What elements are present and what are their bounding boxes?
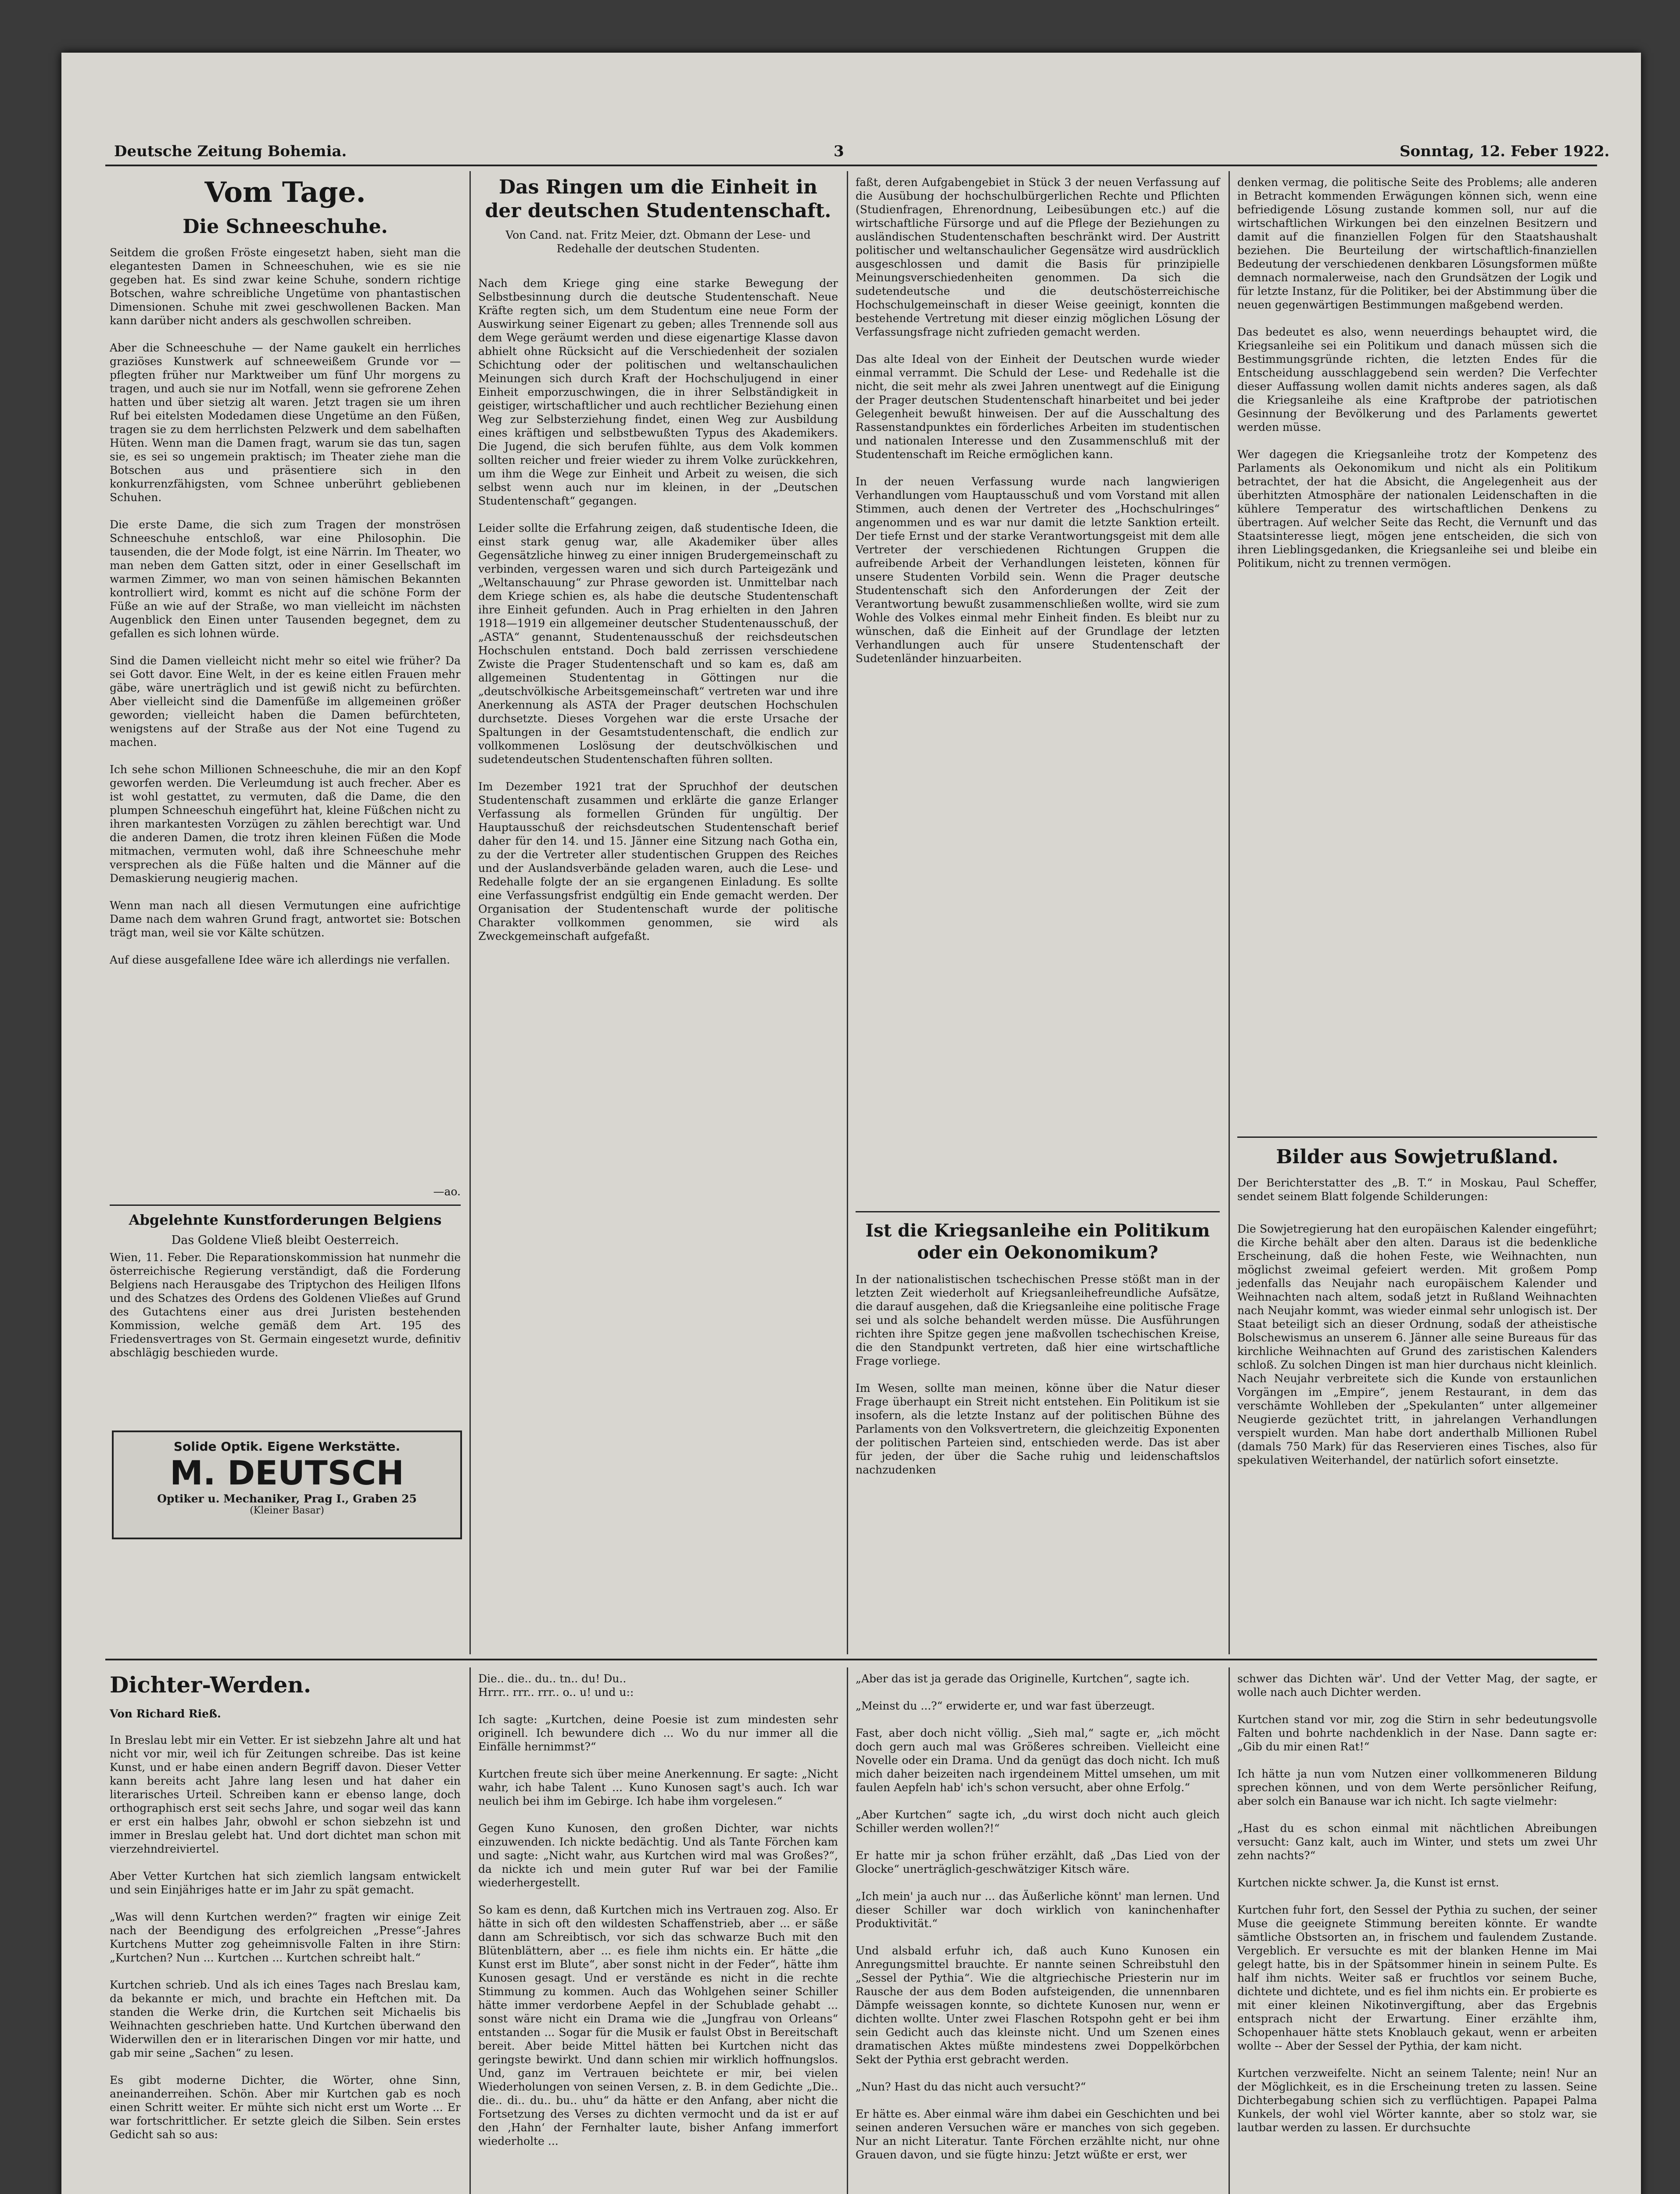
newspaper-page <box>61 53 1641 2194</box>
feuilleton-title: Dichter-Werden. <box>110 1672 312 1698</box>
feuilleton-body: schwer das Dichten wär'. Und der Vetter Mag, der sagte, er wolle nach auch Dichter werden. Kurtchen stand vor mir, zog die Stirn in sehr bedeutungsvolle Falten und bohrte nachdenklich in der Nase. Dann sagte er: „Gib du mir einen Rat!“ Ich hätte ja nun vom Nutzen einer vollkommeneren Bildung sprechen können, und von dem Werte persönlicher Reifung, aber solch ein Banause war ich nicht. Ich sagte vielmehr: „Hast du es schon einmal mit nächtlichen Abreibungen versucht: Ganz kalt, auch im Winter, und stets um zwei Uhr zehn nachts?“ Kurtchen nickte schwer. Ja, die Kunst ist ernst. Kurtchen fuhr fort, den Sessel der Pythia zu suchen, der seiner Muse die geeignete Stimmung bereiten könnte. Er wandte sämtliche Obstsorten an, in frischem und faulendem Zustande. Vergeblich. Er versuchte es mit der blanken Henne im Mai gelegt hatte, bis in der Spätsommer hinein in seinem Pulte. Es half ihm nichts. Weiter saß er fruchtlos vor seinem Buche, dichtete und dichtete, und es fiel ihm nichts ein. Er probierte es mit einer kleinen Nikotinvergiftung, aber das Ergebnis entsprach nicht der Erwartung. Einer erzählte ihm, Schopenhauer hätte stets Knoblauch gekaut, wenn er arbeiten wollte -- Aber der Sessel der Pythia, der kam nicht. Kurtchen verzweifelte. Nicht an seinem Talente; nein! Nur an der Möglichkeit, es in die Erscheinung treten zu lassen. Seine Dichterbegabung schien sich zu verflüchtigen. Papapei Palma Kunkels, der wohl viel Wörter kannte, aber so stolz war, sie lautbar werden zu lassen. Er durchsuchte <box>1237 1672 1597 2134</box>
article-body: faßt, deren Aufgabengebiet in Stück 3 der neuen Verfassung auf die Ausübung der hochschulbürgerlichen Rechte und Pflichten (Studienfragen, Ehrenordnung, Leibesübungen etc.) auf die wirtschaftliche Fürsorge und auf die Pflege der Beziehungen zu ausländischen Studentenschaften beschränkt wird. Der Austritt politischer und weltanschaulicher Gegensätze wird ausdrücklich ausgeschlossen und damit die Basis für prinzipielle Meinungsverschiedenheiten genommen. Da sich die sudetendeutsche und die deutschösterreichische Hochschulgemeinschaft in dieser Weise geeinigt, konnten die bestehende Vertretung mit dieser einzig möglichen Lösung der Verfassungsfrage nicht zufrieden gemacht werden. Das alte Ideal von der Einheit der Deutschen wurde wieder einmal verrammt. Die Schuld der Lese- und Redehalle ist die nicht, die seit mehr als zwei Jahren unentwegt auf die Einigung der Prager deutschen Studentenschaft hinarbeitet und bei jeder Gelegenheit bewußt hinweisen. Der auf die Ausschaltung des Rassenstandpunktes ein förderliches Arbeiten im studentischen und nationalen Interesse und den Zusammenschluß mit der Studentenschaft im Reiche ermöglichen kann. In der neuen Verfassung wurde nach langwierigen Verhandlungen vom Hauptausschuß und vom Vorstand mit allen Stimmen, auch denen der Vertreter des „Hochschulringes“ angenommen und es war nur damit die letzte Sanktion erteilt. Der tiefe Ernst und der starke Verantwortungsgeist mit dem alle Vertreter der verschiedenen Richtungen Gruppen die aufreibende Arbeit der Verhandlungen leisteten, können für unsere Studenten Vorbild sein. Wenn die Prager deutsche Studentenschaft sich den Anforderungen der Zeit der Verantwortung bewußt zusammenschließen wollte, wird sie zum Wohle des Volkes einmal mehr Einheit finden. Es bleibt nur zu wünschen, daß die Einheit auf der Grundlage der letzten Verhandlungen auch für unsere Studentenschaft der Sudetenländer hinzuarbeiten. <box>856 176 1220 665</box>
masthead-name: Deutsche Zeitung Bohemia. <box>114 143 347 160</box>
article-body: denken vermag, die politische Seite des Problems; alle anderen in Betracht kommenden Erwägungen können sich, wenn eine befriedigende Lösung zustande kommen soll, nur auf die wirtschaftlichen Wirkungen bei den einzelnen Besitzern und damit auf die finanziellen Folgen für den Staatshaushalt beziehen. Die Beurteilung der wirtschaftlich-finanziellen Bedeutung der verschiedenen denkbaren Lösungsformen müßte demnach normalerweise, nach den Grundsätzen der Logik und für letzte Instanz, für die Politiker, bei der Abstimmung über die neuen gegenwärtigen Bestimmungen maßgebend werden. Das bedeutet es also, wenn neuerdings behauptet wird, die Kriegsanleihe sei ein Politikum und danach müssen sich die Bestimmungsgründe richten, die letzten Endes für die Entscheidung ausschlaggebend sein werden? Die Verfechter dieser Auffassung wollen damit nichts anderes sagen, als daß die Kriegsanleihe als eine Kraftprobe der patriotischen Gesinnung der Bevölkerung und des Parlaments gewertet werden müsse. Wer dagegen die Kriegsanleihe trotz der Kompetenz des Parlaments als Oekonomikum und nicht als ein Politikum betrachtet, der hat die Absicht, die Angelegenheit aus der überhitzten Atmosphäre der nationalen Leidenschaften in die kühlere Temperatur des wirtschaftlichen Denkens zu übertragen. Auf welcher Seite das Recht, die Vernunft und das Staatsinteresse liegt, mögen jene entscheiden, die sich von ihren Lieblingsgedanken, die Kriegsanleihe sei und bleibe ein Politikum, nicht zu trennen vermögen. <box>1237 176 1597 570</box>
column-rule <box>847 1667 848 2194</box>
column-rule <box>847 171 848 1654</box>
feuilleton-body: In Breslau lebt mir ein Vetter. Er ist siebzehn Jahre alt und hat nicht vor mir, weil ich für Zeitungen schreibe. Das ist keine Kunst, und er habe einen andern Begriff davon. Dieser Vetter kann bereits acht Jahre lang lesen und hat daher ein literarisches Urteil. Schreiben kann er ebenso lange, doch orthographisch erst seit sechs Jahre, und sogar weil das kann er erst ein halbes Jahr, obwohl er schon siebzehn ist und immer in Breslau gelebt hat. Und dort dichtet man schon mit vierzehndreiviertel. Aber Vetter Kurtchen hat sich ziemlich langsam entwickelt und sein Einjähriges hatte er im Jahr zu spät gemacht. „Was will denn Kurtchen werden?“ fragten wir einige Zeit nach der Beendigung des erfolgreichen „Presse“-Jahres Kurtchens Mutter zog geheimnisvolle Falten in ihre Stirn: „Kurtchen? Nun ... Kurtchen ... Kurtchen schreibt halt.“ Kurtchen schrieb. Und als ich eines Tages nach Breslau kam, da bekannte er mich, und brachte ein Heftchen mit. Da standen die Werke drin, die Kurtchen seit Michaelis bis Weihnachten geschrieben hatte. Und Kurtchen überwand den Widerwillen den er in literarischen Dingen vor mir hatte, und gab mir seine „Sachen“ zu lesen. Es gibt moderne Dichter, die Wörter, ohne Sinn, aneinanderreihen. Schön. Aber mir Kurtchen gab es noch einen Schritt weiter. Er mühte sich nicht erst um Worte ... Er war fortschrittlicher. Er setzte gleich die Silben. Sein erstes Gedicht sah so aus: <box>110 1734 461 2141</box>
article-headline: Abgelehnte Kunstforderungen Belgiens <box>129 1212 442 1228</box>
ad-tagline: Solide Optik. Eigene Werkstätte. <box>173 1439 401 1454</box>
feuilleton-body: Die.. die.. du.. tn.. du! Du.. Hrrr.. rrr.. rrr.. o.. u! und u:: Ich sagte: „Kurtchen, deine Poesie ist zum mindesten sehr originell. Ich bewundere dich ... Wo du nur immer all die Einfälle hernimmst?“ Kurtchen freute sich über meine Anerkennung. Er sagte: „Nicht wahr, ich habe Talent ... Kuno Kunosen sagt's auch. Ich war neulich bei ihm im Gebirge. Ich habe ihm vorgelesen.“ Gegen Kuno Kunosen, den großen Dichter, war nichts einzuwenden. Ich nickte bedächtig. Und als Tante Förchen kam und sagte: „Nicht wahr, aus Kurtchen wird mal was Großes?“, da nickte ich und mein guter Ruf war bei der Familie wiederhergestellt. So kam es denn, daß Kurtchen mich ins Vertrauen zog. Also. Er hätte in sich oft den wildesten Schaffenstrieb, aber ... er säße dann am Schreibtisch, vor sich das schwarze Buch mit den Blütenblättern, aber ... es fiele ihm nichts ein. Er hätte „die Kunst erst im Blute“, aber sonst nicht in der Feder“, hätte ihm Kunosen gesagt. Und er verstände es nicht in die rechte Stimmung zu kommen. Auch das Wohlgehen seiner Schiller hätte immer verdorbene Aepfel in der Schublade gehabt ... sonst wäre nicht ein Drama wie die „Jungfrau von Orleans“ entstanden ... Sogar für die Musik er faulst Obst in Bereitschaft bereit. Aber beide Mittel hätten bei Kurtchen nicht das geringste bewirkt. Und dann schien mir wirklich hoffnungslos. Und, ganz im Vertrauen beichtete er mir, bei vielen Wiederholungen von seinen Versen, z. B. in dem Gedichte „Die.. die.. di.. du.. bu.. uhu“ da hätte er den Anfang, aber nicht die Fortsetzung des Verses zu dichten vermocht und da ist er auf den ‚Hahn‘ der Fernhalter laute, bisher Anfang immerfort wiederholte ... <box>478 1672 838 2147</box>
column-title: Vom Tage. <box>204 176 366 209</box>
feuilleton-byline: Von Richard Rieß. <box>110 1707 221 1720</box>
issue-date: Sonntag, 12. Feber 1922. <box>1400 143 1610 160</box>
ad-address: Optiker u. Mechaniker, Prag I., Graben 25 <box>157 1492 417 1505</box>
column-rule <box>1229 1667 1230 2194</box>
article-signature: —ao. <box>433 1185 461 1198</box>
article-subheadline: Das Goldene Vließ bleibt Oesterreich. <box>171 1233 399 1247</box>
article-rule <box>856 1211 1220 1212</box>
article-headline: Die Schneeschuhe. <box>183 215 388 238</box>
article-byline: Von Cand. nat. Fritz Meier, dzt. Obmann der Lese- und Redehalle der deutschen Studenten. <box>505 229 814 255</box>
article-rule <box>110 1205 461 1206</box>
ad-note: (Kleiner Basar) <box>250 1505 324 1516</box>
header-rule <box>105 165 1597 166</box>
column-rule <box>469 171 471 1654</box>
column-rule <box>469 1667 471 2194</box>
advertisement <box>112 1430 462 1539</box>
feuilleton-body: „Aber das ist ja gerade das Originelle, Kurtchen“, sagte ich. „Meinst du ...?“ erwiderte er, und war fast überzeugt. Fast, aber doch nicht völlig. „Sieh mal,“ sagte er, „ich möcht doch gern auch mal was Größeres schreiben. Vielleicht eine Novelle oder ein Drama. Und da genügt das doch nicht. Ich muß mich daher beizeiten nach irgendeinem Mittel umsehen, um mit faulen Aepfeln hab' ich's schon versucht, aber ohne Erfolg.“ „Aber Kurtchen“ sagte ich, „du wirst doch nicht auch gleich Schiller werden wollen?!“ Er hatte mir ja schon früher erzählt, daß „Das Lied von der Glocke“ unerträglich-geschwätziger Kitsch wäre. „Ich mein' ja auch nur ... das Äußerliche könnt' man lernen. Und dieser Schiller war doch wirklich von kaninchenhafter Produktivität.“ Und alsbald erfuhr ich, daß auch Kuno Kunosen ein Anregungsmittel brauchte. Er nannte seinen Schreibstuhl den „Sessel der Pythia“. Wie die altgriechische Priesterin nur im Rausche der aus dem Boden aufsteigenden, die unnennbaren Dämpfe weissagen konnte, so dichtete Kunosen nur, wenn er dichten wollte. Unter zwei Flaschen Rotspohn geht er bei ihm sein Gedicht auch das kleinste nicht. Und um Szenen eines dramatischen Aktes müßte mindestens zwei Doppelkörbchen Sekt der Pythia erst gebracht werden. „Nun? Hast du das nicht auch versucht?“ Er hätte es. Aber einmal wäre ihm dabei ein Geschichten und bei seinen anderen Versuchen wäre er manches von sich gegeben. Nur an nicht Literatur. Tante Förchen erzählte nicht, nur ohne Grauen davon, und sie fügte hinzu: Jetzt wüßte er erst, wer <box>856 1672 1220 2161</box>
article-headline: Das Ringen um die Einheit in der deutschen Studentenschaft. <box>485 176 831 222</box>
article-body: Nach dem Kriege ging eine starke Bewegung der Selbstbesinnung durch die deutsche Studentenschaft. Neue Kräfte regten sich, um dem Studentum eine neue Form der Auswirkung seiner Eigenart zu geben; alles Trennende soll aus dem Wege geräumt werden und diese eigenartige Klasse davon abhielt ohne Rücksicht auf die Verschiedenheit der sozialen Schichtung oder der politischen und weltanschaulichen Meinungen sich durch Kraft der Hochschuljugend in einer Einheit emporzuschwingen, die in ihrer Selbständigkeit in geistiger, wirtschaftlicher und auch rechtlicher Beziehung einen Weg zur Selbsterziehung findet, einen Weg zur Ausbildung eines kräftigen und selbstbewußten Typus des Akademikers. Die Jugend, die sich berufen fühlte, aus dem Volk kommen sollten reicher und freier wieder zu ihrem Volke zurückkehren, um ihm die Wege zur Einheit und Arbeit zu weisen, die sich selbst wenn auch nur im kleinen, in der „Deutschen Studentenschaft“ gegangen. Leider sollte die Erfahrung zeigen, daß studentische Ideen, die einst stark genug war, alle Akademiker über alles Gegensätzliche hinweg zu einer innigen Brudergemeinschaft zu verbinden, vergessen waren und sich durch Parteigezänk und „Weltanschauung“ zur Phrase geworden ist. Unmittelbar nach dem Kriege schien es, als habe die deutsche Studentenschaft ihre Einheit gefunden. Auch in Prag erhielten in den Jahren 1918—1919 ein allgemeiner deutscher Studentenausschuß, der „ASTA“ genannt, Studentenausschuß der reichsdeutschen Hochschulen entstand. Doch bald zerrissen verschiedene Zwiste die Prager Studentenschaft und so kam es, daß am allgemeinen Studententag in Göttingen nur die „deutschvölkische Arbeitsgemeinschaft“ vertreten war und ihre Anerkennung als ASTA der Prager deutschen Hochschulen durchsetzte. Dieses Vorgehen war die erste Ursache der Spaltungen in der Gesamtstudentenschaft, die endlich zur vollkommenen Loslösung der deutschvölkischen und sudetendeutschen Studentenschaften führen sollten. Im Dezember 1921 trat der Spruchhof der deutschen Studentenschaft zusammen und erklärte die ganze Erlanger Verfassung als formellen Gründen für ungültig. Der Hauptausschuß der reichsdeutschen Studentenschaft berief daher für den 14. und 15. Jänner eine Sitzung nach Gotha ein, zu der die Vertreter aller studentischen Gruppen des Reiches und der Auslandsverbände geladen waren, auch die Lese- und Redehalle folgte der an sie ergangenen Einladung. Es sollte eine Verfassungsfrist endgültig ein Ende gemacht werden. Der Organisation der Studentenschaft wurde der politische Charakter vollkommen genommen, sie wird als Zweckgemeinschaft aufgefaßt. <box>478 277 838 943</box>
article-body: Seitdem die großen Fröste eingesetzt haben, sieht man die elegantesten Damen in Schneeschuhen, wie es sie nie gegeben hat. Es sind zwar keine Schuhe, sondern richtige Botschen, wahre schreibliche Ungetüme von phantastischen Dimensionen. Schuhe mit zwei geschwollenen Backen. Man kann darüber nicht anders als geschwollen schreiben. Aber die Schneeschuhe — der Name gaukelt ein herrliches graziöses Kunstwerk auf schneeweißem Grunde vor — pflegten früher nur Marktweiber um fünf Uhr morgens zu tragen, und auch sie nur im Notfall, wenn sie gefrorene Zehen hatten und über sietzig alt waren. Jetzt tragen sie um ihren Ruf bei eitelsten Modedamen diese Ungetüme an den Füßen, tragen sie zu dem herrlichsten Pelzwerk und dem sabelhaften Hüten. Wenn man die Damen fragt, warum sie das tun, sagen sie, es sei so ungemein praktisch; im Theater ziehe man die Botschen aus und präsentiere sich in den konkurrenzfähigsten, vom Schnee unberührt gebliebenen Schuhen. Die erste Dame, die sich zum Tragen der monströsen Schneeschuhe entschloß, war eine Philosophin. Die tausenden, die der Mode folgt, ist eine Närrin. Im Theater, wo man neben dem Gatten sitzt, oder in einer Gesellschaft im warmen Zimmer, wo man von seinen hämischen Bekannten kontrolliert wird, kommt es nicht auf die schöne Form der Füße an wie auf der Straße, wo man vielleicht im nächsten Augenblick den Einen unter Tausenden begegnet, dem zu gefallen es sich lohnen würde. Sind die Damen vielleicht nicht mehr so eitel wie früher? Da sei Gott davor. Eine Welt, in der es keine eitlen Frauen mehr gäbe, wäre unerträglich und ist gewiß nicht zu befürchten. Aber vielleicht sind die Damenfüße im allgemeinen größer geworden; vielleicht haben die Damen befürchteten, wenigstens auf der Straße aus der Not eine Tugend zu machen. Ich sehe schon Millionen Schneeschuhe, die mir an den Kopf geworfen werden. Die Verleumdung ist auch frecher. Aber es ist wohl gestattet, zu vermuten, daß die Dame, die den plumpen Schneeschuh eingeführt hat, kleine Füßchen nicht zu ihren markantesten Vorzügen zu zählen berechtigt war. Und die anderen Damen, die trotz ihren kleinen Füßen die Mode mitmachen, vermuten wohl, daß ihre Schneeschuhe mehr versprechen als die Füße halten und die Männer auf die Demaskierung neugierig machen. Wenn man nach all diesen Vermutungen eine aufrichtige Dame nach dem wahren Grund fragt, antwortet sie: Botschen trägt man, weil sie vor Kälte schützen. Auf diese ausgefallene Idee wäre ich allerdings nie verfallen. <box>110 246 461 966</box>
ad-company-name: M. DEUTSCH <box>170 1453 404 1492</box>
article-body: Wien, 11. Feber. Die Reparationskommission hat nunmehr die österreichische Regierung verständigt, daß die Forderung Belgiens nach Herausgabe des Triptychon des Heiligen Ilfons und des Schatzes des Ordens des Goldenen Vließes auf Grund des Gutachtens einer aus drei Juristen bestehenden Kommission, welche gemäß dem Art. 195 des Friedensvertrages von St. Germain eingesetzt wurde, definitiv abschlägig beschieden wurde. <box>110 1251 464 1359</box>
article-body: In der nationalistischen tschechischen Presse stößt man in der letzten Zeit wiederholt auf Kriegsanleihefreundliche Aufsätze, die darauf ausgehen, daß die Kriegsanleihe eine politische Frage sei und als solche behandelt werden müsse. Die Ausführungen richten ihre Spitze gegen jene maßvollen tschechischen Kreise, die den Standpunkt vertreten, daß hier eine wirtschaftliche Frage vorliege. Im Wesen, sollte man meinen, könne über die Natur dieser Frage überhaupt ein Streit nicht entstehen. Ein Politikum ist sie insofern, als die letzte Instanz auf der politischen Bühne des Parlaments von den Volksvertretern, die gleichzeitig Exponenten der politischen Parteien sind, entschieden werde. Das ist aber für jeden, der über die Sache ruhig und leidenschaftslos nachzudenken <box>856 1273 1220 1476</box>
article-headline: Bilder aus Sowjetrußland. <box>1276 1146 1558 1168</box>
article-body: Die Sowjetregierung hat den europäischen Kalender eingeführt; die Kirche behält aber den alten. Daraus ist die bedenkliche Erscheinung, daß die hohen Feste, wie Weihnachten, nun möglichst zweimal gefeiert werden. Mit großem Pomp jedenfalls das Neujahr nach europäischem Kalender und Weihnachten nach altem, sodaß jetzt in Rußland Weihnachten nach Neujahr kommt, was wieder einmal sehr unlogisch ist. Der Staat beteiligt sich an dieser Ordnung, sodaß der atheistische Bolschewismus an unserem 6. Jänner alle seine Bureaus für das kirchliche Weihnachten auf Grund des zaristischen Kalenders schloß. Zu solchen Dingen ist man hier durchaus nicht kleinlich. Nach Neujahr verbreitete sich die Kunde von erstaunlichen Vorgängen im „Empire“, jenem Restaurant, in dem das verschämte Wohlleben der „Spekulanten“ unter allgemeiner Neugierde gezüchtet tritt, in jahrelangen Verhandlungen verspielt wurden. Man habe dort anderthalb Millionen Rubel (damals 750 Mark) für das Reservieren eines Tisches, also für spekulativen Weiterhandel, der natürlich sofort einsetzte. <box>1237 1222 1601 1466</box>
article-rule <box>1237 1136 1597 1138</box>
article-byline: Der Berichterstatter des „B. T.“ in Moskau, Paul Scheffer, sendet seinem Blatt folgende Schilderungen: <box>1237 1176 1601 1203</box>
article-headline: Ist die Kriegsanleihe ein Politikum oder ein Oekonomikum? <box>865 1220 1210 1263</box>
column-rule <box>1229 171 1230 1654</box>
page-number: 3 <box>834 143 844 160</box>
section-rule <box>105 1659 1597 1660</box>
